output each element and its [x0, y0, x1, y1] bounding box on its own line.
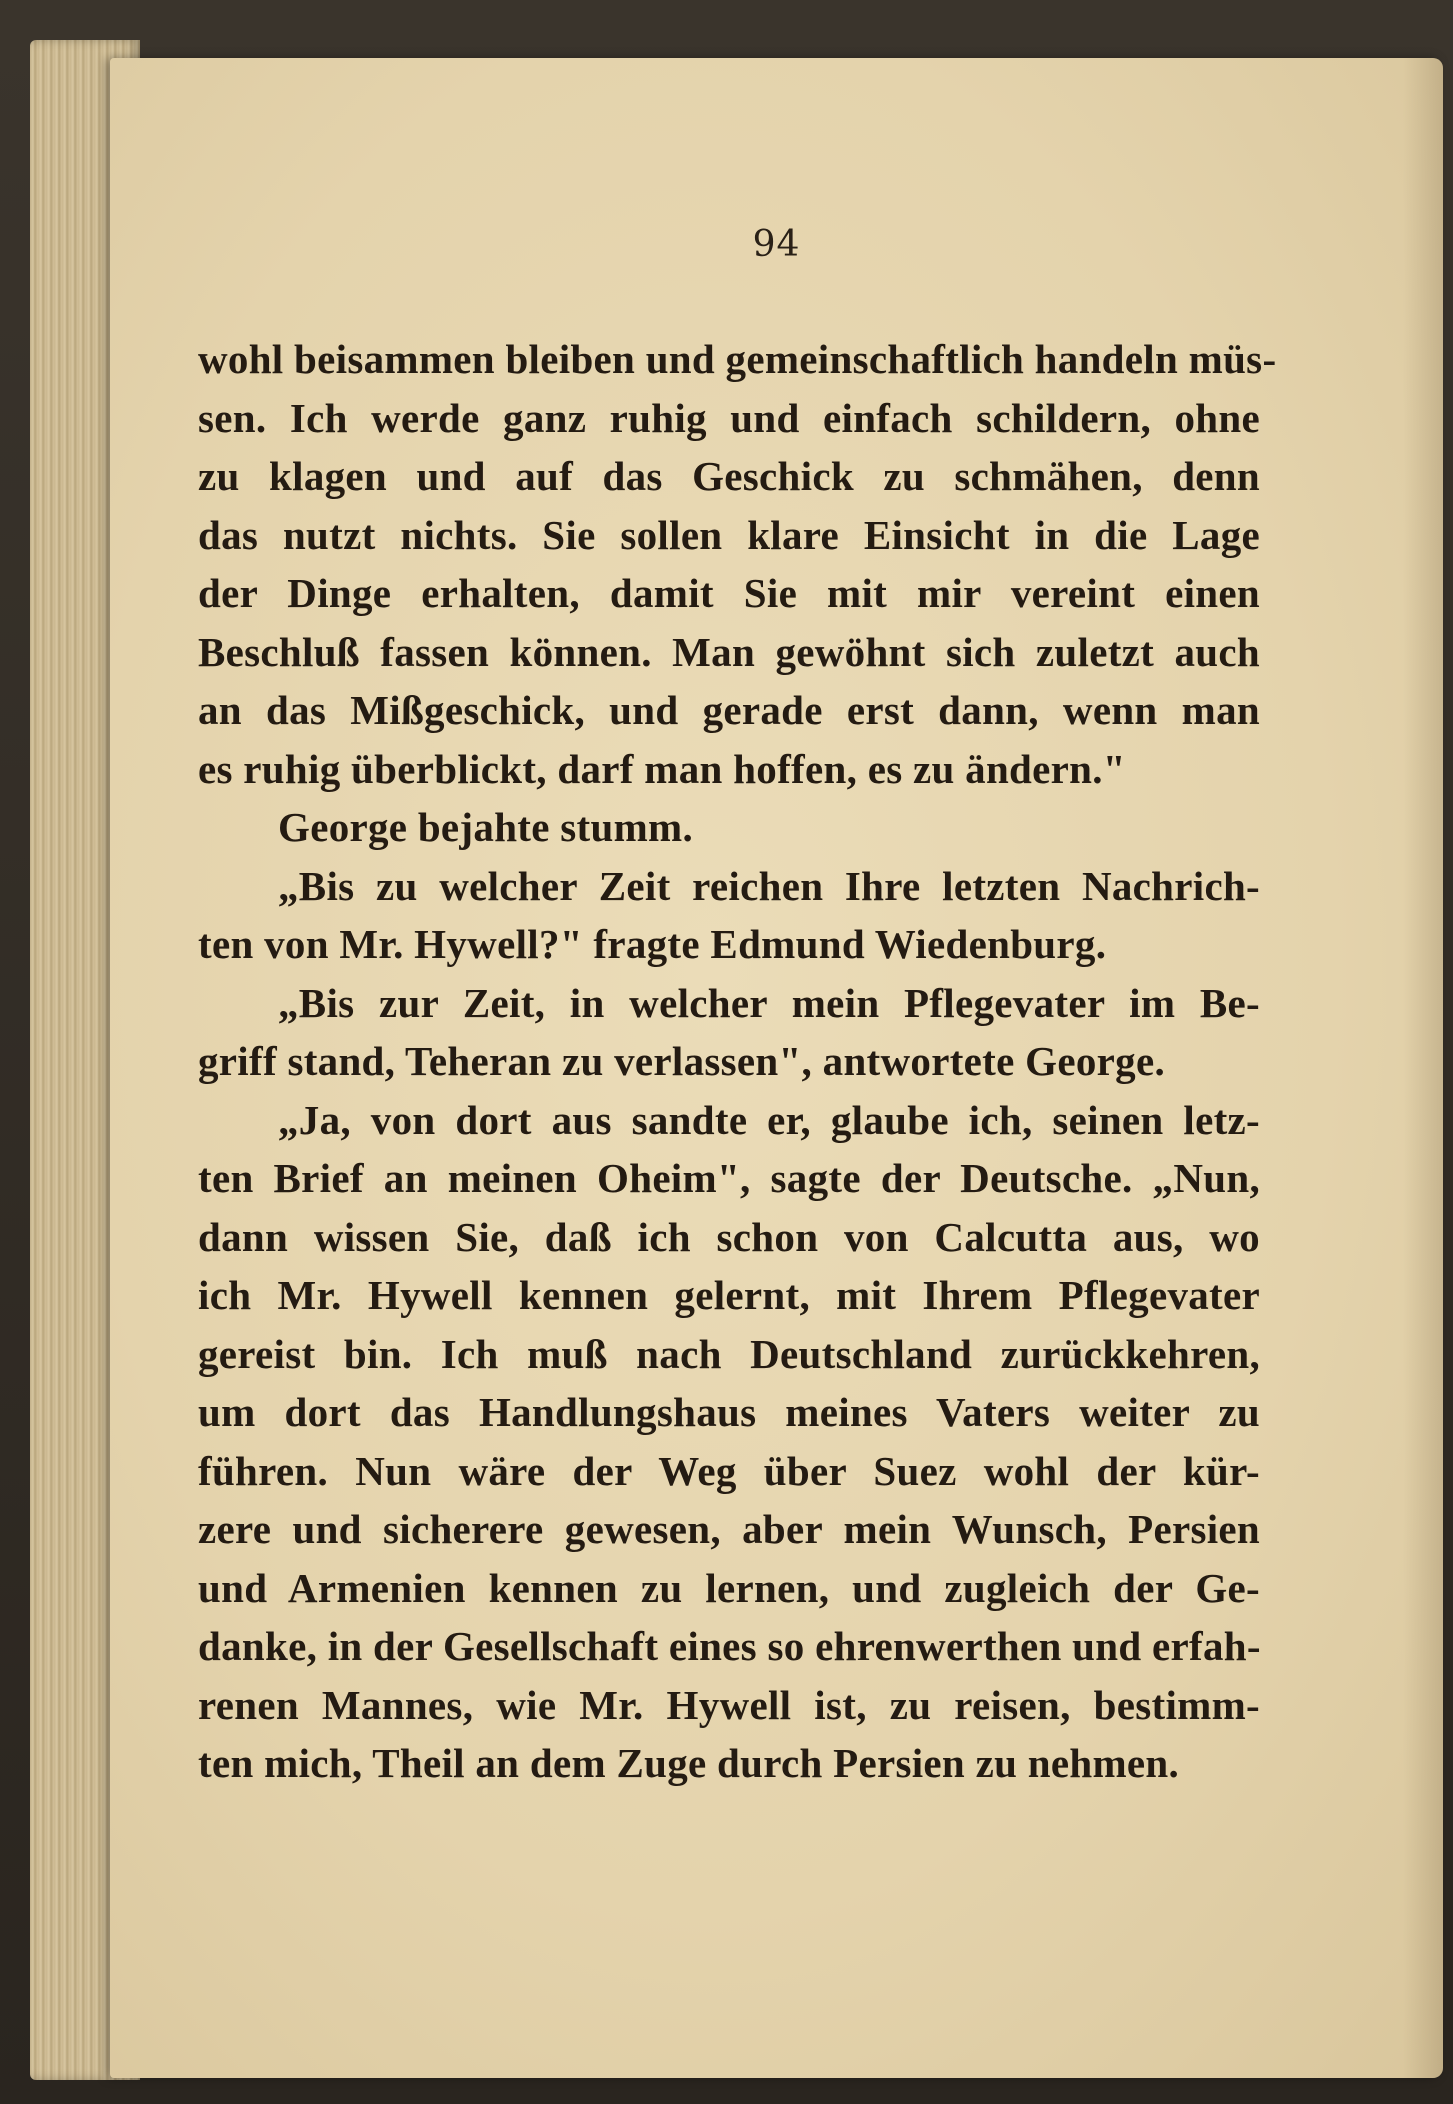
text-line: der Dinge erhalten, damit Sie mit mir vereint einen — [198, 570, 1260, 616]
text-line: renen Mannes, wie Mr. Hywell ist, zu reisen, bestimm- — [198, 1681, 1260, 1728]
body-text — [198, 330, 1277, 1793]
text-line: gereist bin. Ich muß nach Deutschland zurückkehren, — [198, 1330, 1260, 1377]
text-line: „Ja, von dort aus sandte er, glaube ich, seinen letz- — [278, 1096, 1260, 1143]
text-line: zere und sicherere gewesen, aber mein Wunsch, Persien — [198, 1506, 1260, 1552]
text-line: „Bis zur Zeit, in welcher mein Pflegevater im Be- — [278, 979, 1260, 1026]
text-line: ich Mr. Hywell kennen gelernt, mit Ihrem Pflegevater — [198, 1272, 1260, 1318]
text-line: es ruhig überblickt, darf man hoffen, es zu ändern." — [198, 745, 1126, 792]
text-line: das nutzt nichts. Sie sollen klare Einsicht in die Lage — [198, 511, 1260, 558]
text-line: Beschluß fassen können. Man gewöhnt sich zuletzt auch — [198, 628, 1260, 675]
text-line: wohl beisammen bleiben und gemeinschaftlich handeln müs- — [198, 336, 1277, 382]
text-line: und Armenien kennen zu lernen, und zugleich der Ge- — [198, 1564, 1260, 1611]
text-line: ten Brief an meinen Oheim", sagte der Deutsche. „Nun, — [198, 1155, 1260, 1201]
text-line: führen. Nun wäre der Weg über Suez wohl der kür- — [198, 1447, 1260, 1494]
text-line: an das Mißgeschick, und gerade erst dann, wenn man — [198, 687, 1260, 733]
text-line: griff stand, Teheran zu verlassen", antwortete George. — [198, 1038, 1166, 1084]
text-line: dann wissen Sie, daß ich schon von Calcutta aus, wo — [198, 1213, 1260, 1260]
text-line: ten mich, Theil an dem Zuge durch Persien zu nehmen. — [198, 1740, 1180, 1786]
text-line: um dort das Handlungshaus meines Vaters weiter zu — [198, 1389, 1260, 1435]
page-number: 94 — [752, 224, 801, 265]
text-line: „Bis zu welcher Zeit reichen Ihre letzten Nachrich- — [278, 862, 1260, 909]
text-line: George bejahte stumm. — [278, 804, 694, 850]
text-line: sen. Ich werde ganz ruhig und einfach schildern, ohne — [198, 394, 1260, 441]
text-line: zu klagen und auf das Geschick zu schmähen, denn — [198, 453, 1260, 499]
text-line: ten von Mr. Hywell?" fragte Edmund Wiedenburg. — [198, 921, 1107, 967]
text-line: danke, in der Gesellschaft eines so ehrenwerthen und erfah- — [198, 1623, 1261, 1669]
